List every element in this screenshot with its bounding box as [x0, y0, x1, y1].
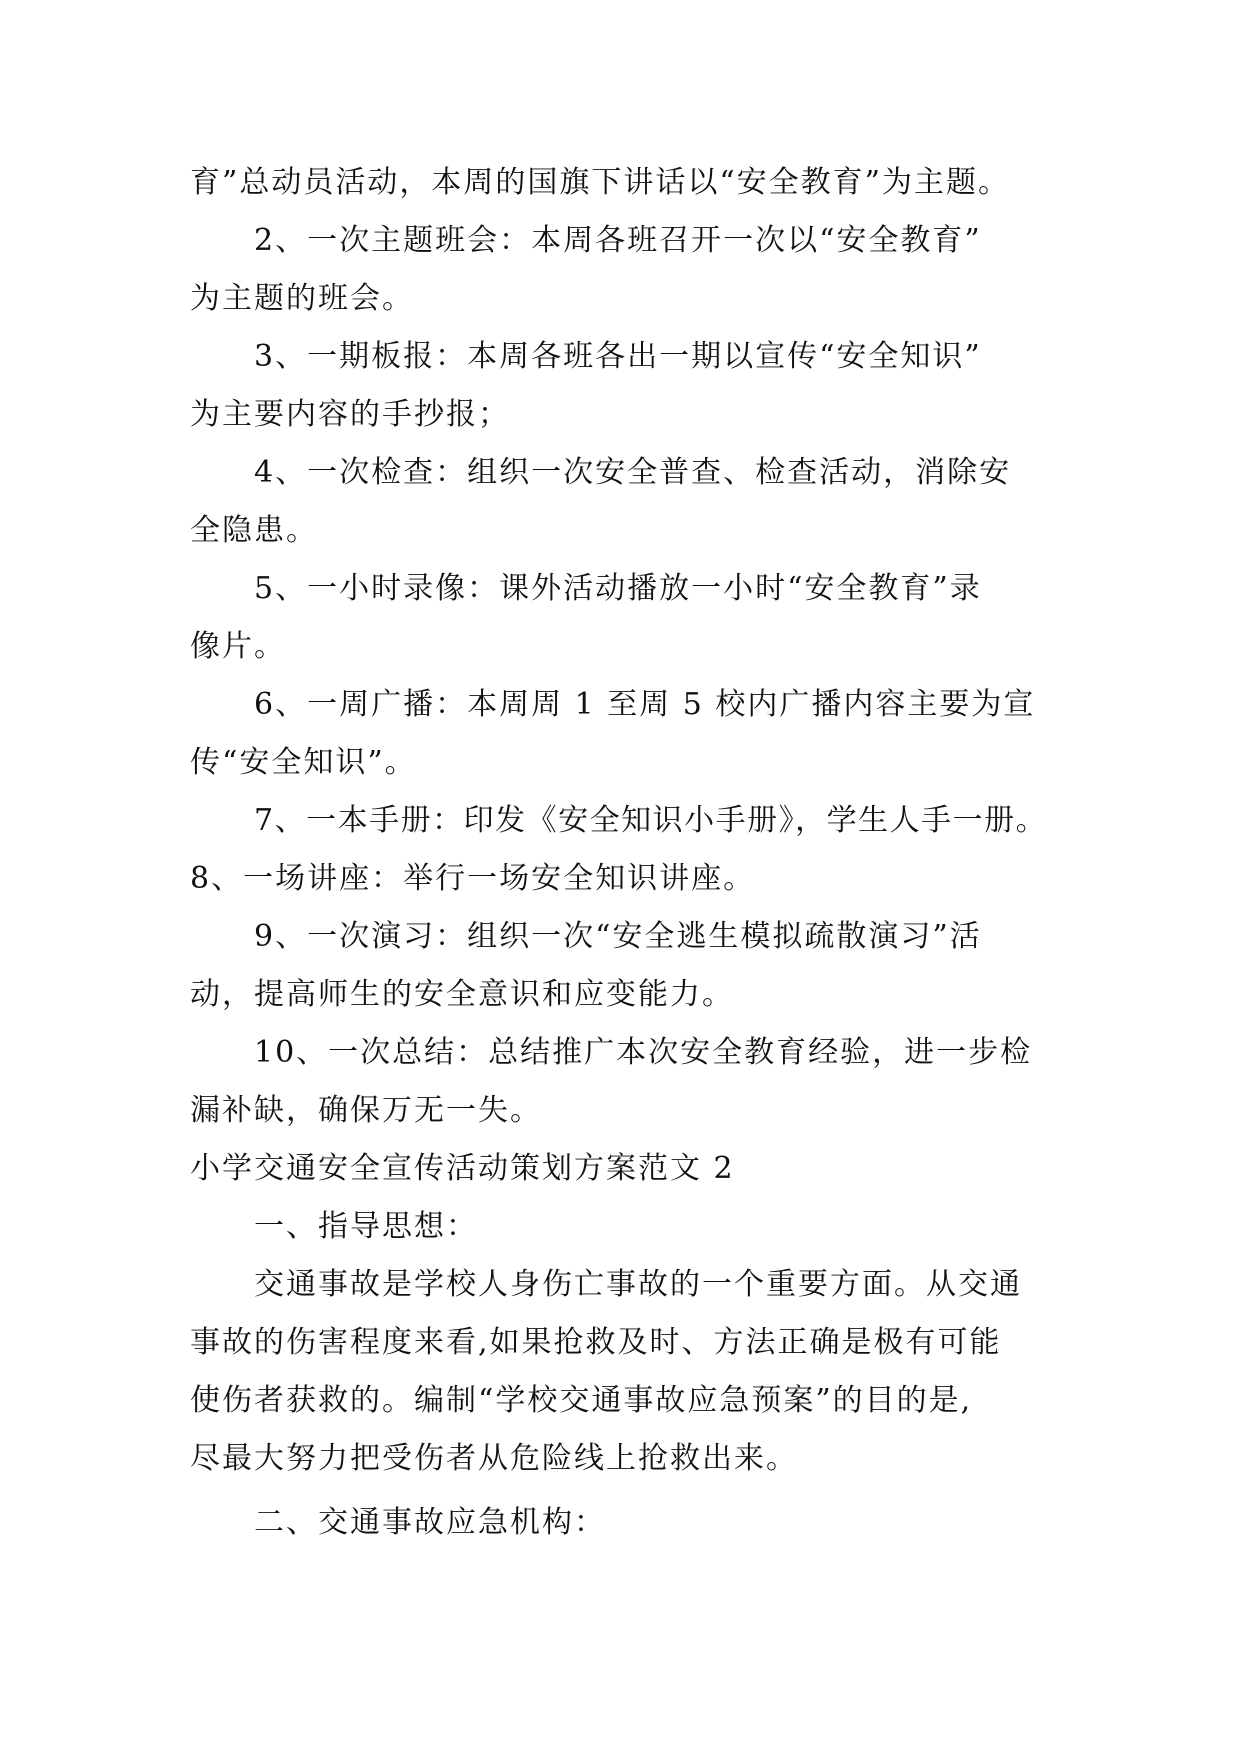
- list-item-line: 7、一本手册：印发《安全知识小手册》，学生人手一册。: [254, 803, 1048, 838]
- section-heading: 小学交通安全宣传活动策划方案范文 2: [190, 1151, 735, 1186]
- paragraph-line: 尽最大努力把受伤者从危险线上抢救出来。: [190, 1441, 798, 1476]
- subheading: 一、指导思想：: [254, 1209, 478, 1244]
- paragraph-line: 事故的伤害程度来看,如果抢救及时、方法正确是极有可能: [190, 1325, 1002, 1360]
- subheading: 二、交通事故应急机构：: [254, 1505, 606, 1540]
- list-item-line: 6、一周广播：本周周 1 至周 5 校内广播内容主要为宣: [254, 687, 1036, 722]
- list-item-line: 10、一次总结：总结推广本次安全教育经验，进一步检: [254, 1035, 1033, 1070]
- paragraph-line: 全隐患。: [190, 513, 318, 548]
- paragraph-line: 像片。: [190, 629, 286, 664]
- paragraph-line: 为主要内容的手抄报；: [190, 397, 510, 432]
- paragraph-line: 为主题的班会。: [190, 281, 414, 316]
- paragraph-line: 动，提高师生的安全意识和应变能力。: [190, 977, 734, 1012]
- paragraph-line: 漏补缺，确保万无一失。: [190, 1093, 542, 1128]
- paragraph-line: 育”总动员活动，本周的国旗下讲话以“安全教育”为主题。: [190, 165, 1011, 200]
- paragraph-line: 传“安全知识”。: [190, 745, 417, 780]
- list-item-line: 4、一次检查：组织一次安全普查、检查活动，消除安: [254, 455, 1012, 490]
- list-item-line: 5、一小时录像：课外活动播放一小时“安全教育”录: [254, 571, 982, 606]
- list-item-line: 8、一场讲座：举行一场安全知识讲座。: [190, 861, 756, 896]
- paragraph-line: 交通事故是学校人身伤亡事故的一个重要方面。从交通: [254, 1267, 1022, 1302]
- list-item-line: 3、一期板报：本周各班各出一期以宣传“安全知识”: [254, 339, 982, 374]
- list-item-line: 2、一次主题班会：本周各班召开一次以“安全教育”: [254, 223, 982, 258]
- list-item-line: 9、一次演习：组织一次“安全逃生模拟疏散演习”活: [254, 919, 982, 954]
- paragraph-line: 使伤者获救的。编制“学校交通事故应急预案”的目的是,: [190, 1383, 973, 1418]
